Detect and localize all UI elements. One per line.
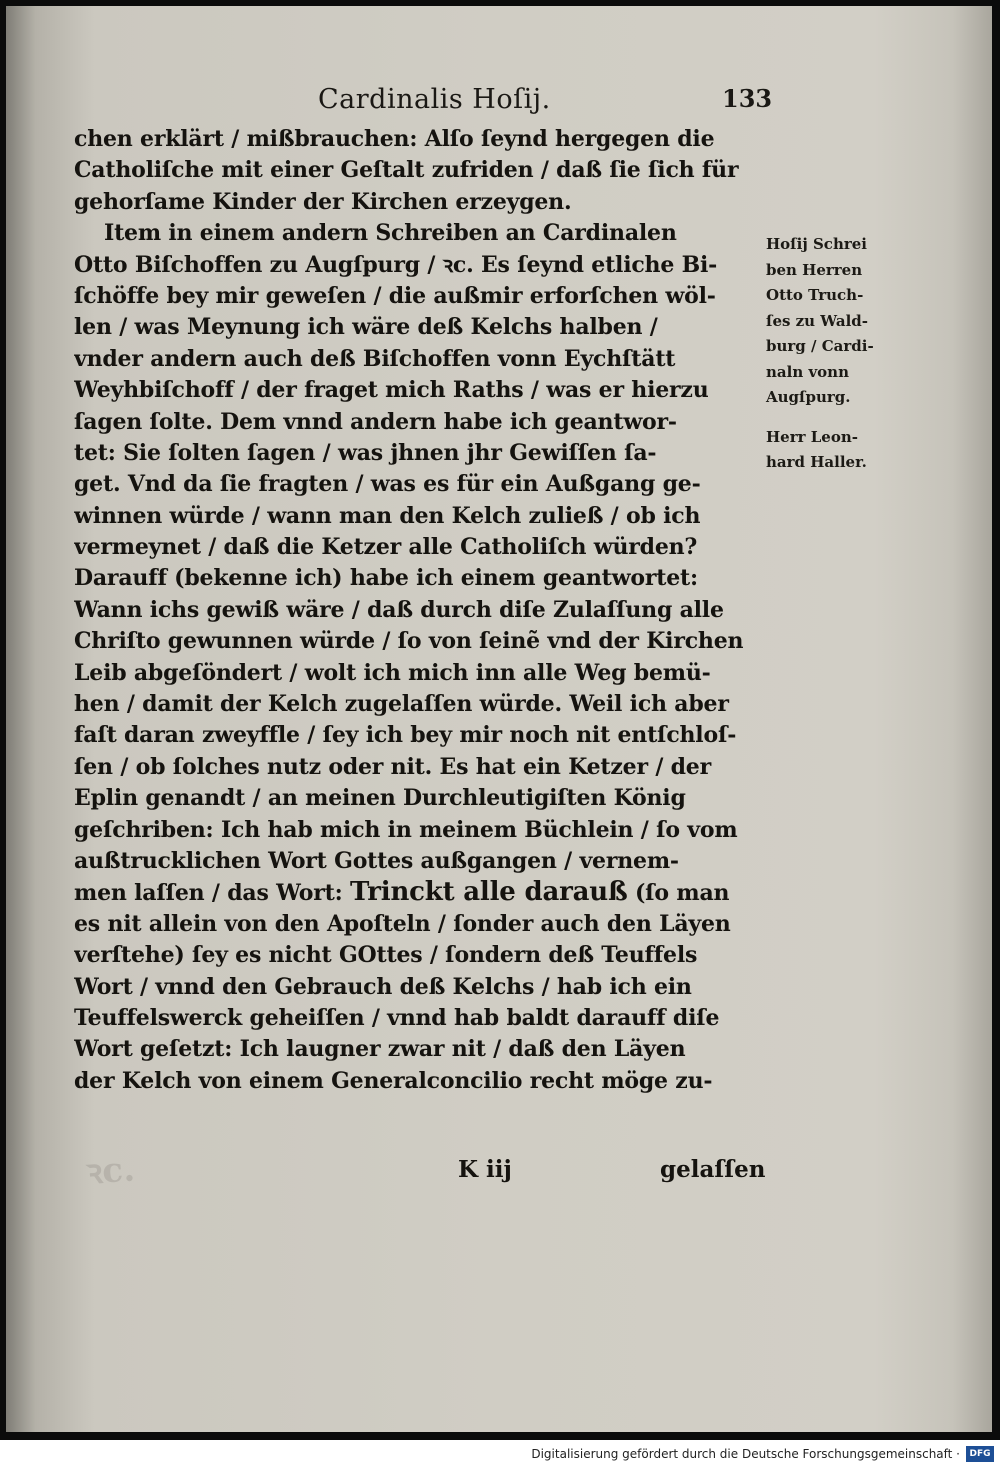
text-line: ſen / ob ſolches nutz oder nit. Es hat ein Ketzer / der — [74, 753, 711, 780]
margin-note-line: Augſpurg. — [766, 388, 851, 406]
text-line: vermeynet / daß die Ketzer alle Catholiſch würden? — [74, 534, 698, 561]
text-line: Wort geſetzt: Ich laugner zwar nit / daß den Läyen — [74, 1036, 686, 1063]
text-line: tet: Sie ſolten ſagen / was jhnen jhr Gewiſſen ſa- — [74, 439, 657, 466]
text-line: chen erklärt / mißbrauchen: Alſo ſeynd hergegen die — [74, 126, 715, 152]
text-segment: (ſo man — [627, 880, 730, 907]
text-line: ſchöffe bey mir geweſen / die außmir erforſchen wöl- — [74, 282, 716, 309]
text-line: faſt daran zweyffle / ſey ich bey mir noch nit entſchloſ- — [74, 722, 737, 749]
text-line: Chriſto gewunnen würde / ſo von ſeinẽ vnd der Kirchen — [74, 628, 744, 655]
text-line: Eplin genandt / an meinen Durchleutigiſten König — [74, 785, 686, 812]
margin-note-line: hard Haller. — [766, 453, 867, 471]
text-line: es nit allein von den Apoſteln / ſonder auch den Läyen — [74, 910, 731, 937]
text-line: Otto Biſchoffen zu Augſpurg / ꝛc. Es ſeynd etliche Bi- — [74, 251, 718, 278]
signature-mark: K iij — [458, 1156, 512, 1183]
faded-stamp: ꝛc. — [84, 1149, 137, 1193]
book-page — [6, 6, 992, 1432]
marginal-note — [766, 232, 906, 476]
text-line: außtrucklichen Wort Gottes außgangen / vernem- — [74, 847, 679, 874]
main-text — [74, 124, 774, 1097]
text-line: ſagen ſolte. Dem vnnd andern habe ich geantwor- — [74, 408, 677, 435]
text-line: Weyhbiſchoff / der fraget mich Raths / was er hierzu — [74, 377, 709, 404]
text-line: hen / damit der Kelch zugelaſſen würde. Weil ich aber — [74, 691, 729, 718]
text-line: verſtehe) ſey es nicht GOttes / ſondern deß Teuffels — [74, 942, 698, 969]
text-line: Darauff (bekenne ich) habe ich einem geantwortet: — [74, 565, 698, 592]
page-number: 133 — [722, 84, 773, 113]
funding-credit: Digitalisierung gefördert durch die Deutsche Forschungsgemeinschaft · — [531, 1447, 960, 1461]
quoted-phrase: Trinckt alle darauß — [350, 877, 628, 908]
margin-note-line: Herr Leon- — [766, 427, 858, 446]
margin-note-line: Otto Truch- — [766, 286, 864, 304]
text-line: winnen würde / wann man den Kelch zuließ / ob ich — [74, 502, 701, 529]
text-line: get. Vnd da ſie fragten / was es für ein Außgang ge- — [74, 471, 701, 498]
margin-note-line: ſes zu Wald- — [766, 311, 868, 330]
text-line: vnder andern auch deß Biſchoffen vonn Eychſtätt — [74, 345, 676, 372]
margin-note-gap — [766, 411, 906, 425]
text-line: Teuffelswerck geheiſſen / vnnd hab baldt darauff diſe — [74, 1004, 720, 1031]
dfg-logo-icon: DFG — [966, 1446, 994, 1462]
text-line: Catholiſche mit einer Geſtalt zufriden / daß ſie ſich für — [74, 157, 739, 184]
running-head: Cardinalis Hoſij. — [318, 84, 551, 115]
text-line: len / was Meynung ich wäre deß Kelchs halben / — [74, 314, 658, 341]
text-line: Wann ichs gewiß wäre / daß durch diſe Zulaſſung alle — [74, 596, 724, 623]
margin-note-line: ben Herren — [766, 260, 863, 279]
text-line: geſchriben: Ich hab mich in meinem Büchlein / ſo vom — [74, 816, 738, 843]
digitization-footer — [0, 1440, 1000, 1469]
catchword: gelaſſen — [660, 1156, 766, 1183]
text-line: Wort / vnnd den Gebrauch deß Kelchs / hab ich ein — [74, 973, 692, 1000]
text-segment: men laſſen / das Wort: — [74, 880, 343, 907]
text-line: Leib abgeſöndert / wolt ich mich inn alle Weg bemü- — [74, 659, 711, 686]
margin-note-line: Hoſij Schrei — [766, 235, 867, 253]
margin-note-line: naln vonn — [766, 362, 849, 381]
text-line: Item in einem andern Schreiben an Cardinalen — [104, 220, 677, 247]
margin-note-line: burg / Cardi- — [766, 337, 874, 355]
text-line: gehorſame Kinder der Kirchen erzeygen. — [74, 188, 572, 215]
text-line: der Kelch von einem Generalconcilio recht möge zu- — [74, 1067, 713, 1094]
text-line-with-quote — [74, 877, 774, 908]
